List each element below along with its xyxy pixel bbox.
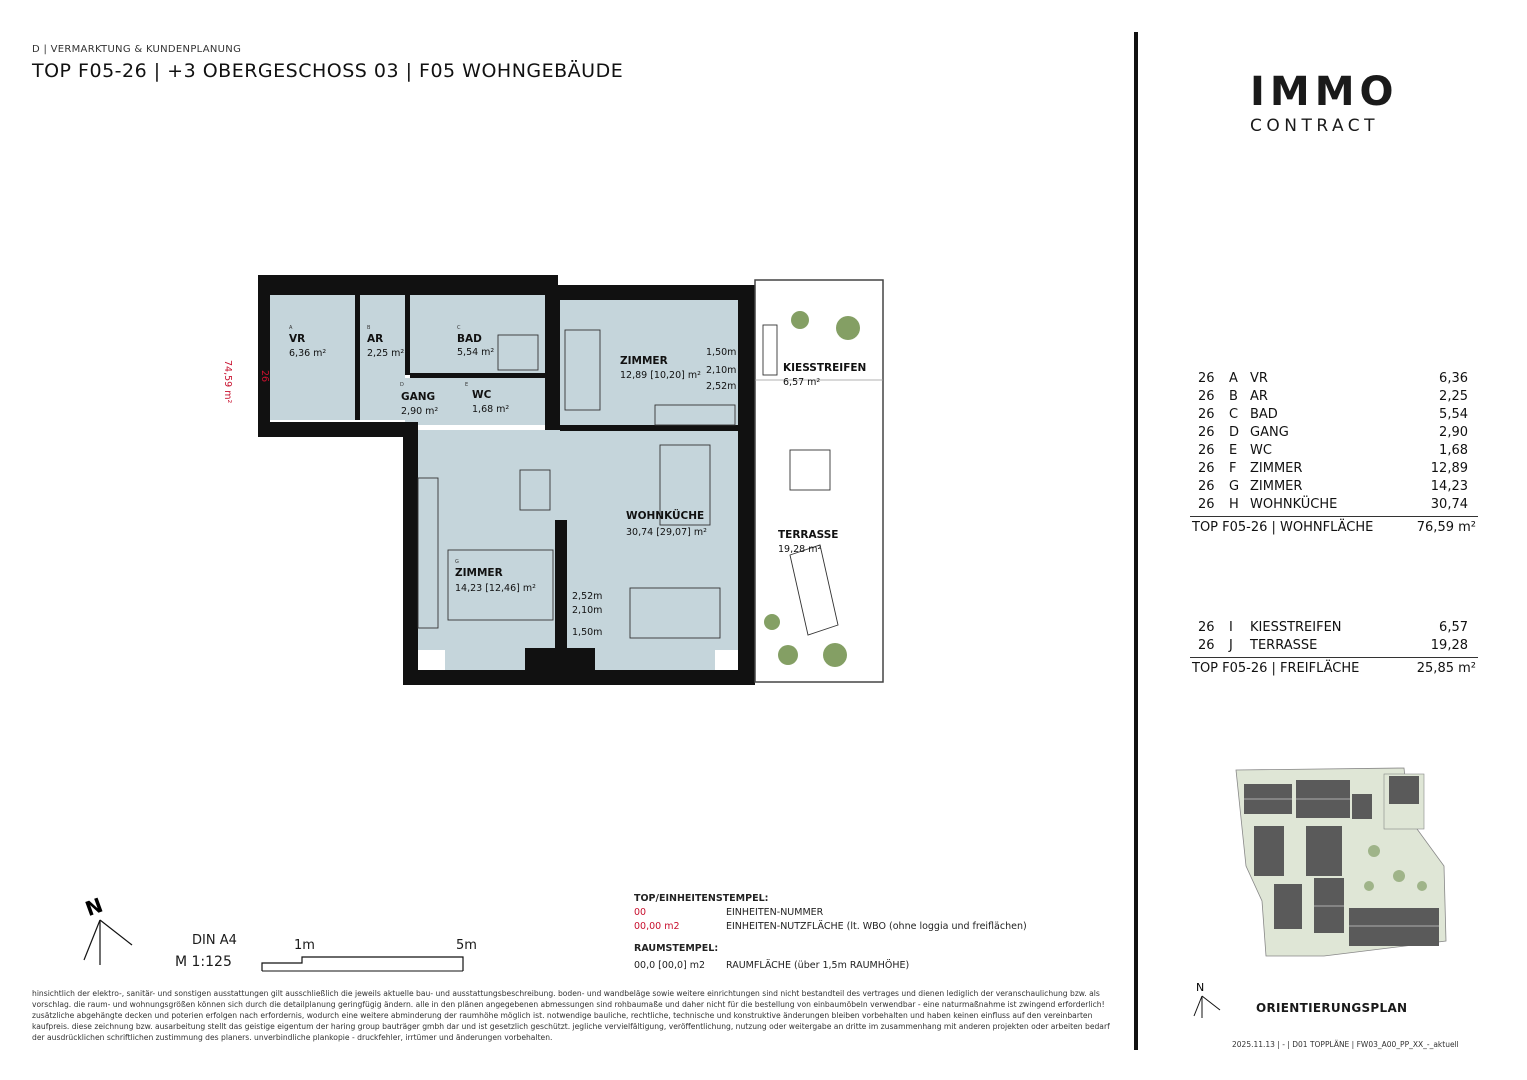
living-row	[1198, 460, 1468, 478]
wall-top-right	[555, 285, 755, 300]
wall-right	[738, 285, 755, 685]
living-row	[1198, 442, 1468, 460]
paper-size: DIN A4	[192, 933, 237, 948]
room-ar-name: AR	[367, 333, 384, 345]
living-row	[1198, 370, 1468, 388]
outdoor-row	[1198, 637, 1468, 655]
living-cell-value: 2,25	[1439, 389, 1468, 404]
terrace-table	[790, 450, 830, 490]
plant-3	[823, 643, 847, 667]
room-wc-name: WC	[472, 389, 492, 401]
room-ar-key: B	[367, 325, 371, 331]
outdoor-cell-num: 26	[1198, 620, 1215, 635]
outdoor-cell-letter: J	[1229, 638, 1233, 653]
document-footer: 2025.11.13 | - | D01 TOPPLÄNE | FW03_A00_PP_XX_-_aktuell	[1232, 1040, 1459, 1049]
legend-heading-unit: TOP/EINHEITENSTEMPEL:	[634, 893, 769, 904]
wall-left	[258, 275, 270, 430]
living-cell-value: 14,23	[1430, 479, 1468, 494]
living-cell-num: 26	[1198, 479, 1215, 494]
orientation-plan-title: ORIENTIERUNGSPLAN	[1256, 1001, 1408, 1015]
living-total-value: 76,59 m²	[1416, 520, 1476, 535]
room-wc-area: 1,68 m²	[472, 404, 510, 415]
living-cell-num: 26	[1198, 461, 1215, 476]
page-title: TOP F05-26 | +3 OBERGESCHOSS 03 | F05 WOHNGEBÄUDE	[32, 60, 624, 82]
living-cell-name: ZIMMER	[1250, 479, 1303, 494]
wall-ar-bad	[405, 295, 410, 375]
room-kiesstreifen-name: KIESSTREIFEN	[783, 362, 867, 374]
room-wohnkueche-area: 30,74 [29,07] m²	[626, 527, 707, 538]
outdoor-area-table	[1192, 619, 1476, 699]
legend-sample-number-desc: EINHEITEN-NUMMER	[726, 907, 824, 918]
living-cell-letter: C	[1229, 407, 1239, 422]
living-cell-letter: F	[1229, 461, 1237, 476]
unit-number-stamp: 26	[259, 370, 270, 383]
room-vr-name: VR	[289, 333, 306, 345]
living-cell-name: WC	[1250, 443, 1272, 458]
room-zimmer2-height-2: 2,10m	[572, 605, 603, 616]
living-total-label: TOP F05-26 | WOHNFLÄCHE	[1192, 520, 1374, 535]
room-bad-name: BAD	[457, 333, 482, 345]
outdoor-cell-value: 19,28	[1430, 638, 1468, 653]
living-total-rule	[1190, 516, 1478, 517]
scale-tick-5m: 5m	[456, 938, 477, 953]
living-cell-value: 2,90	[1439, 425, 1468, 440]
north-label: N	[82, 892, 106, 922]
wall-vr-ar	[355, 295, 360, 420]
room-zimmer2-height-1: 2,52m	[572, 591, 603, 602]
wall-left-lower	[403, 422, 418, 682]
living-cell-value: 30,74	[1430, 497, 1468, 512]
room-bad-key: C	[457, 325, 461, 331]
living-row	[1198, 424, 1468, 442]
room-zimmer1-name: ZIMMER	[620, 355, 668, 367]
living-cell-letter: D	[1229, 425, 1240, 440]
room-zimmer1-area: 12,89 [10,20] m²	[620, 370, 701, 381]
living-cell-name: BAD	[1250, 407, 1278, 422]
outdoor-total-label: TOP F05-26 | FREIFLÄCHE	[1192, 661, 1360, 676]
scale-bar	[258, 955, 473, 975]
legend-sample-area-desc: EINHEITEN-NUTZFLÄCHE (lt. WBO (ohne loggia und freiflächen)	[726, 921, 1027, 932]
outdoor-total-value: 25,85 m²	[1416, 661, 1476, 676]
outdoor-total-rule	[1190, 657, 1478, 658]
living-cell-num: 26	[1198, 371, 1215, 386]
room-vr-area: 6,36 m²	[289, 348, 327, 359]
outdoor-cell-value: 6,57	[1439, 620, 1468, 635]
room-gang-name: GANG	[401, 391, 436, 403]
living-cell-num: 26	[1198, 389, 1215, 404]
brand-logo	[1250, 69, 1420, 136]
outdoor-row	[1198, 619, 1468, 637]
wall-zimmer2	[555, 520, 567, 648]
room-zimmer1-height-3: 2,52m	[706, 381, 737, 392]
plant-2	[791, 311, 809, 329]
outdoor-cell-name: KIESSTREIFEN	[1250, 620, 1342, 635]
living-cell-num: 26	[1198, 443, 1215, 458]
living-cell-name: VR	[1250, 371, 1268, 386]
wall-bad-gang	[410, 373, 545, 378]
living-cell-letter: A	[1229, 371, 1238, 386]
plant-1	[836, 316, 860, 340]
outdoor-cell-name: TERRASSE	[1250, 638, 1318, 653]
vertical-divider	[1134, 32, 1138, 1050]
room-vr-key: A	[289, 325, 293, 331]
living-cell-value: 6,36	[1439, 371, 1468, 386]
orientation-north-label: N	[1196, 981, 1205, 994]
room-zimmer1-height-2: 2,10m	[706, 365, 737, 376]
room-bad-area: 5,54 m²	[457, 347, 495, 358]
scale-tick-1m: 1m	[294, 938, 315, 953]
living-cell-num: 26	[1198, 425, 1215, 440]
living-cell-name: WOHNKÜCHE	[1250, 497, 1338, 512]
room-ar-area: 2,25 m²	[367, 348, 405, 359]
living-cell-value: 12,89	[1430, 461, 1468, 476]
legend-sample-number: 00	[634, 907, 647, 918]
living-cell-value: 1,68	[1439, 443, 1468, 458]
legend-sample-area: 00,00 m2	[634, 921, 680, 932]
wall-bad-zimmer	[545, 295, 560, 430]
room-zimmer2-height-3: 1,50m	[572, 627, 603, 638]
living-row	[1198, 478, 1468, 496]
room-zimmer2-name: ZIMMER	[455, 567, 503, 579]
legend-room-sample-desc: RAUMFLÄCHE (über 1,5m RAUMHÖHE)	[726, 960, 910, 971]
room-kiesstreifen-area: 6,57 m²	[783, 377, 821, 388]
living-cell-num: 26	[1198, 407, 1215, 422]
window-bay-top	[628, 298, 703, 334]
outdoor-cell-num: 26	[1198, 638, 1215, 653]
living-row	[1198, 496, 1468, 514]
orientation-north-icon	[1192, 978, 1226, 1020]
living-cell-letter: H	[1229, 497, 1239, 512]
living-cell-name: AR	[1250, 389, 1268, 404]
plant-5	[764, 614, 780, 630]
document-subtitle: D | VERMARKTUNG & KUNDENPLANUNG	[32, 44, 242, 55]
living-cell-letter: G	[1229, 479, 1240, 494]
wall-zimmer-wohnkueche	[560, 425, 740, 431]
living-cell-letter: B	[1229, 389, 1238, 404]
living-cell-value: 5,54	[1439, 407, 1468, 422]
logo-line2: CONTRACT	[1250, 116, 1380, 136]
legend-heading-room: RAUMSTEMPEL:	[634, 943, 719, 954]
room-zimmer2-fill	[415, 540, 560, 650]
living-row	[1198, 388, 1468, 406]
room-wohnkueche-name: WOHNKÜCHE	[626, 510, 705, 522]
room-gang-area: 2,90 m²	[401, 406, 439, 417]
wall-top-left	[258, 275, 558, 295]
living-row	[1198, 406, 1468, 424]
orientation-site-plan	[1234, 766, 1484, 966]
outdoor-cell-letter: I	[1229, 620, 1233, 635]
wall-middle-left	[258, 422, 418, 437]
room-zimmer2-key: G	[455, 559, 459, 565]
room-zimmer2-area: 14,23 [12,46] m²	[455, 583, 536, 594]
living-cell-name: GANG	[1250, 425, 1289, 440]
living-cell-letter: E	[1229, 443, 1238, 458]
legend-room-sample: 00,0 [00,0] m2	[634, 960, 706, 971]
north-arrow-icon	[80, 890, 140, 970]
sun-lounger	[790, 545, 838, 635]
logo-line1: IMMO	[1250, 69, 1399, 115]
disclaimer-text: hinsichtlich der elektro-, sanitär- und sonstigen ausstattungen gilt ausschließlich die jeweils aktuelle bau- und ausstattungsbeschreibung. boden- und wandbeläge sowie weitere einrichtungen sind nicht bestandteil des vertrages und dienen lediglich der veranschaulichung bzw. als vorschlag. die raum- und wohnungsgrößen können sich durch die detailplanung geringfügig ändern. alle in den plänen angegebenen abmessungen sind rohbaumaße und daher nicht für die bestellung von einbaumöbeln verwendbar - eine naturmaßnahme ist zwingend erforderlich! zusätzliche abgehängte decken und poterien erfolgen nach erfordernis, wodurch eine weitere abminderung der raumhöhe möglich ist. notwendige bauliche, rechtliche, technische und konstruktive änderungen bleiben vorbehalten und haben keinen einfluss auf den vereinbarten kaufpreis. diese zeichnung bzw. ausarbeitung stellt das geistige eigentum der haring group bauträger gmbh dar und ist gesetzlich geschützt. jegliche vervielfältigung, veröffentlichung, nutzung oder weitergabe an dritte im zusammenhang mit anderen projekten oder arbeiten bedarf der ausdrücklichen schriftlichen zustimmung des planers. unverbindliche plankopie - druckfehler, irrtümer und änderungen vorbehalten.	[32, 989, 1110, 1043]
scale-ratio: M 1:125	[175, 954, 232, 970]
room-wohnkueche-fill	[415, 430, 740, 540]
room-terrasse-name: TERRASSE	[778, 529, 839, 541]
living-cell-name: ZIMMER	[1250, 461, 1303, 476]
room-zimmer1-height-1: 1,50m	[706, 347, 737, 358]
living-cell-num: 26	[1198, 497, 1215, 512]
room-wc-key: E	[465, 382, 469, 388]
terrace-storage	[763, 325, 777, 375]
room-terrasse-area: 19,28 m²	[778, 544, 822, 555]
unit-area-stamp: 74,59 m²	[222, 360, 233, 404]
floor-plan	[200, 265, 910, 695]
room-gang-key: D	[400, 382, 404, 388]
plant-4	[778, 645, 798, 665]
pillar-bottom	[525, 648, 595, 678]
living-area-table	[1192, 370, 1476, 550]
